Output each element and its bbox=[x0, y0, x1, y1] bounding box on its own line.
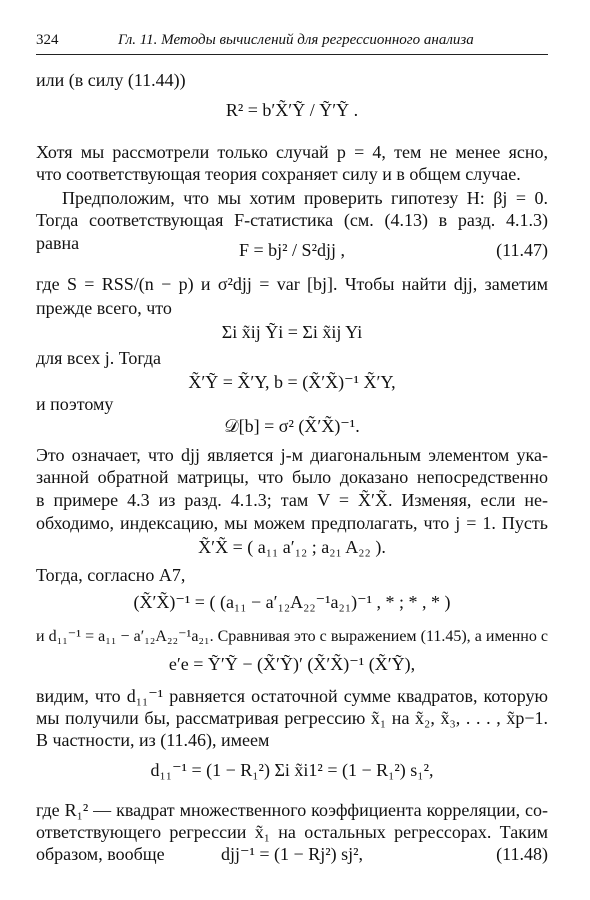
equation-normal-eqs: X̃′Ỹ = X̃′Y, b = (X̃′X̃)⁻¹ X̃′Y, bbox=[188, 372, 396, 392]
text-line: Тогда соответствующая F-статистика (см. (4.13) в разд. 4.1.3) bbox=[36, 210, 548, 230]
text-line: видим, что d₁₁⁻¹ равняется остаточной сумме квадратов, которую bbox=[36, 686, 548, 706]
text-line: что соответствующая теория сохраняет силу и в общем случае. bbox=[36, 164, 521, 184]
equation-number: (11.47) bbox=[496, 240, 548, 260]
text-line: обходимо, индексацию, мы можем предполагать, что j = 1. Пусть bbox=[36, 513, 548, 533]
equation-body: F = bj² / S²djj , bbox=[239, 240, 345, 260]
text-line: прежде всего, что bbox=[36, 298, 172, 318]
text-line: и d₁₁⁻¹ = a₁₁ − a′₁₂A₂₂⁻¹a₂₁. Сравнивая это с выражением (11.45), а именно с bbox=[36, 628, 548, 645]
text-line: где S = RSS/(n − p) и σ²djj = var [bj]. Чтобы найти djj, заметим bbox=[36, 274, 548, 294]
equation-body: djj⁻¹ = (1 − Rj²) sj², bbox=[221, 844, 363, 864]
text-line: для всех j. Тогда bbox=[36, 348, 162, 368]
equation-partitioned-matrix: X̃′X̃ = ( a₁₁ a′₁₂ ; a₂₁ A₂₂ ). bbox=[198, 537, 386, 557]
equation-number: (11.48) bbox=[496, 844, 548, 864]
chapter-title: Гл. 11. Методы вычислений для регрессионного анализа bbox=[118, 32, 474, 48]
text-line: Хотя мы рассмотрели только случай p = 4, тем не менее ясно, bbox=[36, 142, 548, 162]
text-line: где R₁² — квадрат множественного коэффициента корреляции, со- bbox=[36, 800, 548, 820]
equation-inverse-matrix: (X̃′X̃)⁻¹ = ( (a₁₁ − a′₁₂A₂₂⁻¹a₂₁)⁻¹ , * ; * , * ) bbox=[133, 592, 451, 612]
text-line: В частности, из (11.46), имеем bbox=[36, 730, 270, 750]
text-line: или (в силу (11.44)) bbox=[36, 70, 186, 90]
running-header bbox=[36, 30, 548, 55]
equation-djj bbox=[36, 842, 548, 866]
text-line: Предположим, что мы хотим проверить гипотезу H: βj = 0. bbox=[62, 188, 548, 208]
equation-r-squared: R² = b′X̃′Ỹ / Ỹ′Ỹ . bbox=[225, 100, 359, 120]
text-line: ответствующего регрессии x̃₁ на остальных регрессорах. Таким bbox=[36, 822, 548, 842]
text-line: занной обратной матрицы, что было доказано непосредственно bbox=[36, 467, 548, 487]
text-line: и поэтому bbox=[36, 394, 114, 414]
text-line: образом, вообще bbox=[36, 844, 165, 864]
text-line: равна bbox=[36, 233, 80, 253]
text-line: в примере 4.3 из разд. 4.1.3; там V = X̃′X̃. Изменяя, если не- bbox=[36, 490, 548, 510]
equation-f-statistic bbox=[36, 238, 548, 262]
page-number: 324 bbox=[36, 32, 59, 48]
text-line: Тогда, согласно A7, bbox=[36, 565, 186, 585]
equation-residual-ss: e′e = Ỹ′Ỹ − (X̃′Ỹ)′ (X̃′X̃)⁻¹ (X̃′Ỹ), bbox=[168, 654, 416, 674]
equation-d11: d₁₁⁻¹ = (1 − R₁²) Σi x̃i1² = (1 − R₁²) s₁², bbox=[150, 760, 434, 780]
equation-sum-identity: Σi x̃ij Ỹi = Σi x̃ij Yi bbox=[221, 322, 363, 342]
text-line: Это означает, что djj является j-м диагональным элементом ука- bbox=[36, 445, 548, 465]
equation-dispersion: 𝒟[b] = σ² (X̃′X̃)⁻¹. bbox=[224, 416, 360, 436]
text-line: мы получили бы, рассматривая регрессию x̃₁ на x̃₂, x̃₃, . . . , x̃p−1. bbox=[36, 708, 548, 728]
